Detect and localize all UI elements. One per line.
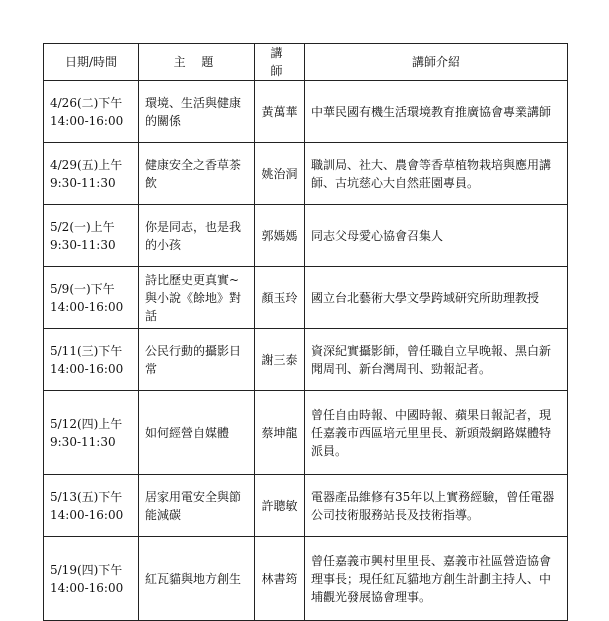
table-row — [44, 391, 568, 475]
topic-cell: 紅瓦貓與地方創生 — [139, 537, 255, 621]
session-date: 4/26(二)下午 — [50, 95, 123, 110]
date-cell — [44, 329, 139, 391]
session-date: 5/2(一)上午 — [50, 219, 115, 234]
intro-cell: 同志父母愛心協會召集人 — [305, 205, 568, 267]
topic-cell: 你是同志，也是我的小孩 — [139, 205, 255, 267]
date-cell — [44, 81, 139, 143]
topic-cell: 環境、生活與健康的關係 — [139, 81, 255, 143]
date-cell — [44, 537, 139, 621]
table-row — [44, 205, 568, 267]
speaker-cell: 許聰敏 — [255, 475, 305, 537]
header-date: 日期/時間 — [44, 44, 139, 81]
topic-cell: 公民行動的攝影日常 — [139, 329, 255, 391]
table-row — [44, 537, 568, 621]
topic-cell: 詩比歷史更真實~與小說《餘地》對話 — [139, 267, 255, 329]
date-cell — [44, 267, 139, 329]
intro-cell: 曾任自由時報、中國時報、蘋果日報記者，現任嘉義市西區培元里里長、新頭殼網路媒體特派員。 — [305, 391, 568, 475]
header-intro: 講師介紹 — [305, 44, 568, 81]
session-date: 5/19(四)下午 — [50, 562, 123, 577]
session-date: 5/9(一)下午 — [50, 281, 115, 296]
session-time: 9:30-11:30 — [50, 175, 116, 190]
header-row — [44, 44, 568, 81]
date-cell — [44, 475, 139, 537]
table-row — [44, 267, 568, 329]
session-date: 4/29(五)上午 — [50, 157, 123, 172]
table-row — [44, 475, 568, 537]
speaker-cell: 林書筠 — [255, 537, 305, 621]
date-cell — [44, 143, 139, 205]
session-time: 14:00-16:00 — [50, 580, 124, 595]
topic-cell: 如何經營自媒體 — [139, 391, 255, 475]
session-date: 5/12(四)上午 — [50, 416, 123, 431]
intro-cell: 資深紀實攝影師，曾任職自立早晚報、黑白新聞周刊、新台灣周刊、勁報記者。 — [305, 329, 568, 391]
session-time: 9:30-11:30 — [50, 434, 116, 449]
topic-cell: 健康安全之香草茶飲 — [139, 143, 255, 205]
speaker-cell: 蔡坤龍 — [255, 391, 305, 475]
intro-cell: 職訓局、社大、農會等香草植物栽培與應用講師、古坑慈心大自然莊園專員。 — [305, 143, 568, 205]
intro-cell: 電器產品維修有35年以上實務經驗，曾任電器公司技術服務站長及技術指導。 — [305, 475, 568, 537]
session-date: 5/13(五)下午 — [50, 489, 123, 504]
table-row — [44, 81, 568, 143]
table-row — [44, 143, 568, 205]
topic-cell: 居家用電安全與節能減碳 — [139, 475, 255, 537]
session-time: 14:00-16:00 — [50, 361, 124, 376]
intro-cell: 曾任嘉義市興村里里長、嘉義市社區營造協會理事長；現任紅瓦貓地方創生計劃主持人、中埔觀光發展協會理事。 — [305, 537, 568, 621]
speaker-cell: 顏玉玲 — [255, 267, 305, 329]
header-topic: 主 題 — [139, 44, 255, 81]
date-cell — [44, 391, 139, 475]
header-speaker: 講 師 — [255, 44, 305, 81]
session-date: 5/11(三)下午 — [50, 343, 123, 358]
intro-cell: 國立台北藝術大學文學跨域研究所助理教授 — [305, 267, 568, 329]
session-time: 14:00-16:00 — [50, 507, 124, 522]
session-time: 14:00-16:00 — [50, 299, 124, 314]
table-row — [44, 329, 568, 391]
date-cell — [44, 205, 139, 267]
speaker-cell: 謝三泰 — [255, 329, 305, 391]
speaker-cell: 姚治洞 — [255, 143, 305, 205]
session-time: 9:30-11:30 — [50, 237, 116, 252]
speaker-cell: 郭媽媽 — [255, 205, 305, 267]
session-time: 14:00-16:00 — [50, 113, 124, 128]
course-schedule-table — [43, 43, 568, 621]
intro-cell: 中華民國有機生活環境教育推廣協會專業講師 — [305, 81, 568, 143]
speaker-cell: 黃萬華 — [255, 81, 305, 143]
